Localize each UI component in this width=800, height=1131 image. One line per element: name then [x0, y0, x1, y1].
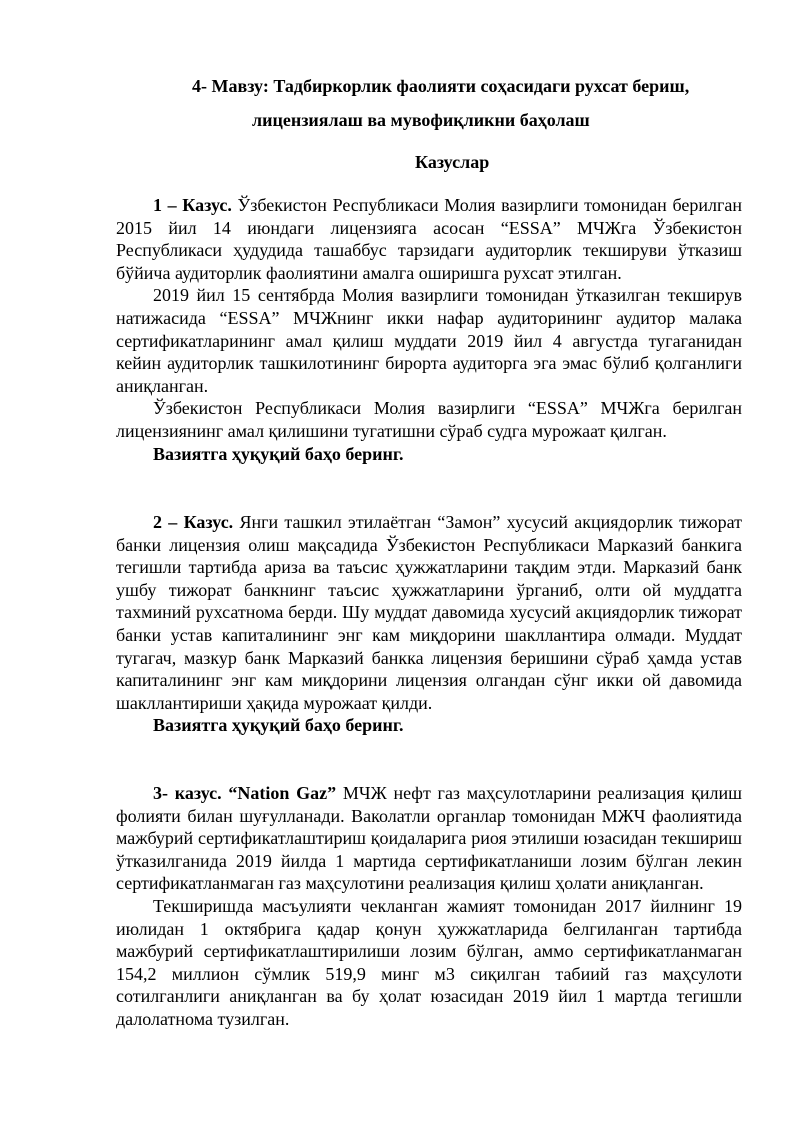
case3-label: 3- казус. “Nation Gaz” — [153, 783, 337, 803]
case3-text — [116, 782, 742, 895]
case3-para2: Текширишда масъулияти чекланган жамият томонидан 2017 йилнинг 19 июлидан 1 октябрига қадар қонун ҳужжатларида белгиланган тартибда мажбурий сертификатлаштирилиши лозим бўлган, аммо сертификатланмаган 154,2 миллион сўмлик 519,9 минг м3 сиқилган табиий газ маҳсулоти сотилганлиги аниқланган ва бу ҳолат юзасидан 2019 йил 1 мартда тегишли далолатнома тузилган. — [116, 895, 742, 1029]
case3-body: МЧЖ нефт газ маҳсулотларини реализация қилиш фолияти билан шуғулланади. Ваколатли органлар томонидан МЖЧ фаолиятида мажбурий сертификатлаштириш қоидаларига риоя этилиши юзасидан текшириш ўтказилганида 2019 йилда 1 мартида сертификатланиши лозим бўлган лекин сертификатланмаган газ маҳсулотини реализация қилиш ҳолати аниқланган. — [116, 783, 742, 894]
case2-label: 2 – Казус. — [153, 512, 234, 532]
case2-body: Янги ташкил этилаётган “Замон” хусусий акциядорлик тижорат банки лицензия олиш мақсадида Ўзбекистон Республикаси Марказий банкига тегишли тартибда ариза ва таъсис ҳужжатларини тақдим этди. Марказий банк ушбу тижорат банкнинг таъсис ҳужжатларини ўрганиб, олти ой муддатга тахминий рухсатнома берди. Шу муддат давомида хусусий акциядорлик тижорат банки устав капиталининг энг кам миқдорини шакллантира олмади. Муддат тугагач, мазкур банк Марказий банкка лицензия беришини сўраб ҳамда устав капиталининг энг кам миқдорини лицензия олгандан сўнг икки ой давомида шакллантириши ҳақида мурожаат қилди. — [116, 512, 742, 713]
case1-intro — [116, 194, 742, 217]
case1-para1: 2015 йил 14 июндаги лицензияга асосан “ESSA” МЧЖга Ўзбекистон Республикаси ҳудудида ташаббус тарзидаги аудиторлик текшируви ўтказиш бўйича аудиторлик фаолиятини амалга оширишга рухсат этилган. — [116, 217, 742, 283]
case2-text — [116, 511, 742, 714]
section-heading: Казуслар — [415, 152, 490, 172]
case3-block — [116, 782, 742, 1031]
case1-block — [116, 194, 742, 465]
case2-task: Вазиятга ҳуқуқий баҳо беринг. — [153, 715, 404, 736]
case1-label: 1 – Казус. — [153, 195, 232, 215]
case1-task: Вазиятга ҳуқуқий баҳо беринг. — [153, 443, 404, 464]
topic-title-line1: 4- Мавзу: Тадбиркорлик фаолияти соҳасидаги рухсат бериш, — [192, 76, 690, 96]
case1-para3: Ўзбекистон Республикаси Молия вазирлиги “ESSA” МЧЖга берилган лицензиянинг амал қилишини тугатишни сўраб судга мурожаат қилган. — [116, 398, 742, 441]
case1-intro-text: Ўзбекистон Республикаси Молия вазирлиги томонидан берилган — [231, 195, 742, 215]
case1-para2: 2019 йил 15 сентябрда Молия вазирлиги томонидан ўтказилган текширув натижасида “ESSA” МЧЖнинг икки нафар аудиторининг аудитор малака сертификатларининг амал қилиш муддати 2019 йил 4 августда тугаганидан кейин аудиторлик ташкилотининг бирорта аудиторга эга эмас бўлиб қолганлиги аниқланган. — [116, 285, 742, 396]
case2-block — [116, 511, 742, 737]
topic-title-line2: лицензиялаш ва мувофиқликни баҳолаш — [252, 110, 590, 130]
